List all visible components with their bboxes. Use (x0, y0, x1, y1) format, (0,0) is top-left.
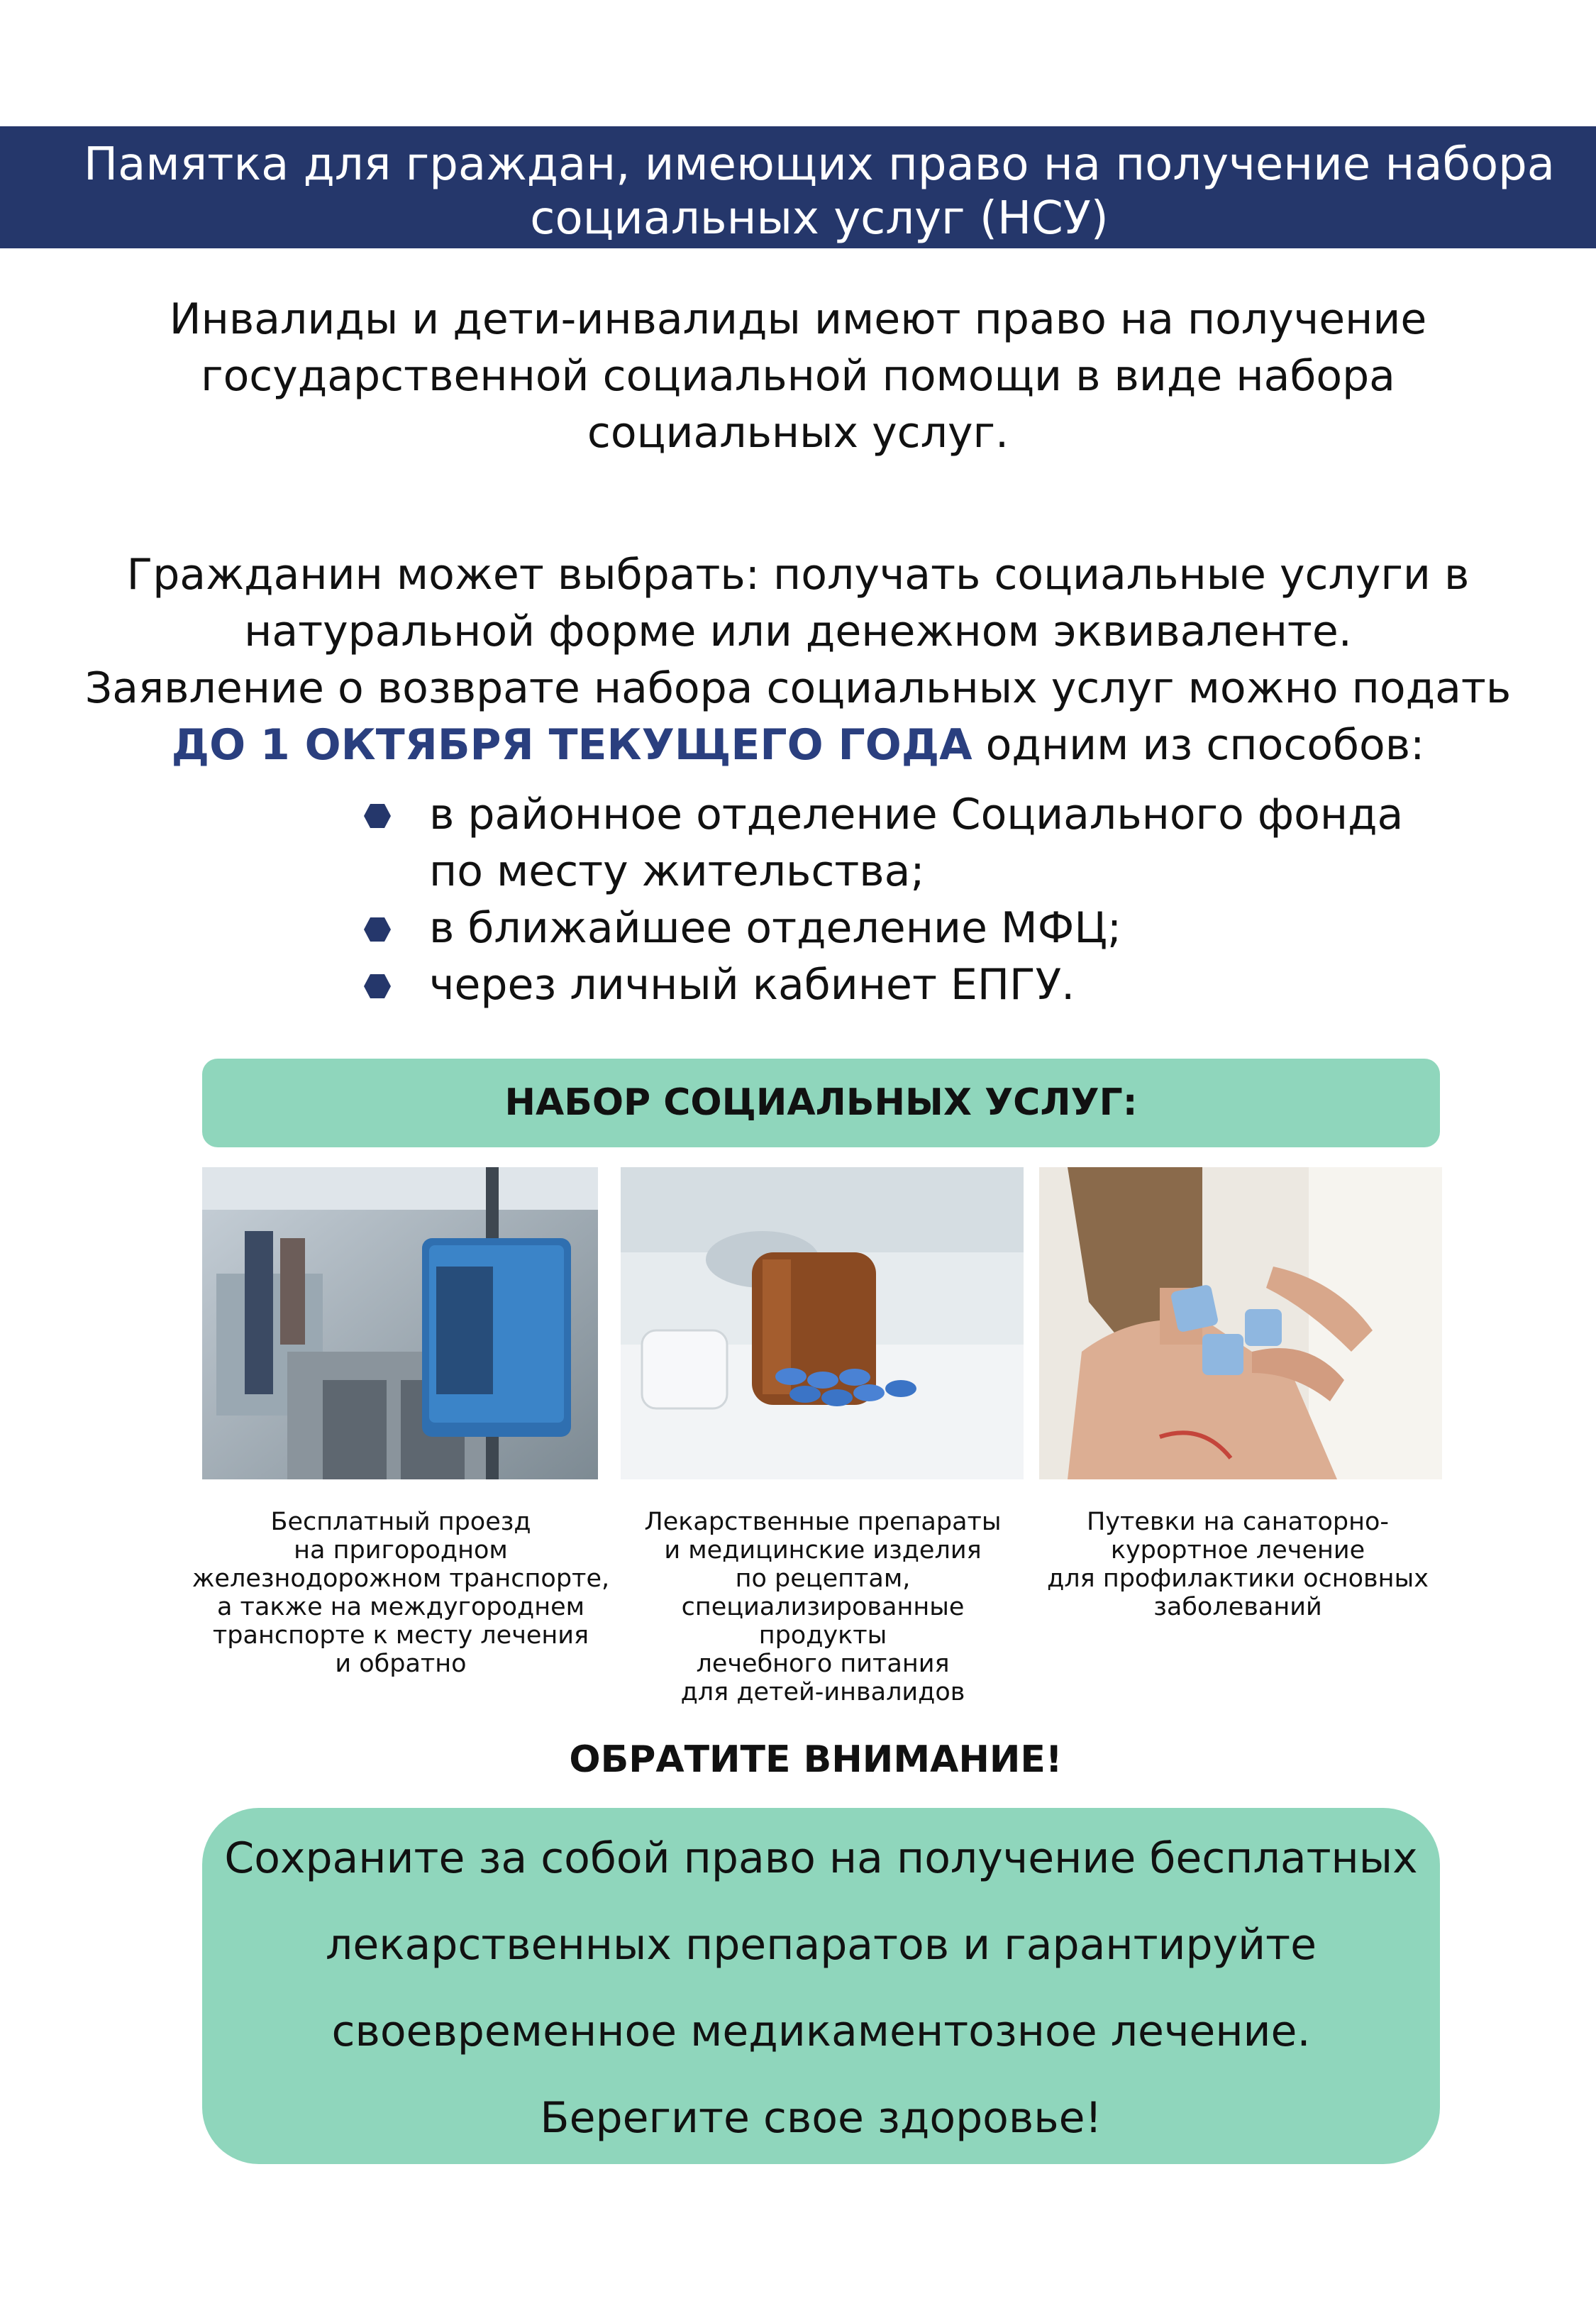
method-1-line1: в районное отделение Социального фонда (429, 790, 1404, 839)
list-item (362, 956, 1403, 1013)
note-line2: лекарственных препаратов и гарантируйте (326, 1920, 1317, 1970)
note-line1: Сохраните за собой право на получение бесплатных (224, 1833, 1418, 1883)
caption-line: курортное лечение (1110, 1536, 1365, 1565)
methods-list (362, 786, 1403, 1013)
intro-line3: социальных услуг. (587, 408, 1009, 458)
choice-line3: Заявление о возврате набора социальных услуг можно подать (84, 663, 1512, 713)
method-3-line1: через личный кабинет ЕПГУ. (429, 960, 1075, 1010)
hexagon-bullet-icon (363, 802, 392, 830)
caption-line: для детей-инвалидов (680, 1678, 965, 1706)
caption-line: железнодорожном транспорте, (192, 1565, 610, 1593)
choice-line1: Гражданин может выбрать: получать социальные услуги в (126, 550, 1470, 600)
medicine-photo (621, 1167, 1024, 1479)
deadline-highlight: ДО 1 ОКТЯБРЯ ТЕКУЩЕГО ГОДА (171, 720, 972, 770)
caption-line: Лекарственные препараты (644, 1508, 1002, 1536)
sanatorium-photo (1039, 1167, 1442, 1479)
header-banner (0, 126, 1596, 248)
intro-paragraph (142, 291, 1454, 461)
caption-line: на пригородном (294, 1536, 508, 1565)
page-title-line1: Памятка для граждан, имеющих право на получение набора (84, 138, 1555, 191)
caption-line: для профилактики основных (1047, 1565, 1429, 1593)
attention-note-box (202, 1808, 1440, 2164)
choice-line4 (71, 717, 1525, 773)
service-caption-medicine (617, 1508, 1029, 1706)
service-caption-transport (192, 1508, 610, 1678)
caption-line: и обратно (335, 1650, 467, 1678)
choice-line4-rest: одним из способов: (972, 720, 1425, 770)
method-2-line1: в ближайшее отделение МФЦ; (429, 903, 1122, 953)
page-title (43, 138, 1596, 246)
attention-heading: ОБРАТИТЕ ВНИМАНИЕ! (569, 1738, 1063, 1781)
caption-line: транспорте к месту лечения (212, 1621, 589, 1650)
hexagon-bullet-icon (363, 915, 392, 944)
intro-line2: государственной социальной помощи в виде набора (201, 351, 1395, 401)
service-caption-sanatorium (1039, 1508, 1436, 1621)
page-title-line2: социальных услуг (НСУ) (530, 192, 1109, 245)
list-item (362, 786, 1403, 900)
caption-line: лечебного питания (696, 1650, 950, 1678)
method-1-line2: по месту жительства; (429, 846, 925, 896)
note-line4: Берегите свое здоровье! (540, 2093, 1102, 2143)
transport-photo (202, 1167, 598, 1479)
hexagon-bullet-icon (363, 972, 392, 1000)
choice-line2: натуральной форме или денежном эквиваленте. (244, 607, 1352, 656)
caption-line: Путевки на санаторно- (1086, 1508, 1389, 1536)
intro-line1: Инвалиды и дети-инвалиды имеют право на получение (169, 294, 1427, 344)
note-line3: своевременное медикаментозное лечение. (331, 2007, 1311, 2056)
caption-line: и медицинские изделия (664, 1536, 982, 1565)
caption-line: специализированные продукты (681, 1593, 965, 1650)
choice-paragraph (71, 546, 1525, 773)
caption-line: а также на междугороднем (216, 1593, 585, 1621)
services-banner: НАБОР СОЦИАЛЬНЫХ УСЛУГ: (202, 1059, 1440, 1147)
caption-line: заболеваний (1153, 1593, 1322, 1621)
caption-line: Бесплатный проезд (270, 1508, 531, 1536)
caption-line: по рецептам, (735, 1565, 911, 1593)
list-item (362, 900, 1403, 956)
